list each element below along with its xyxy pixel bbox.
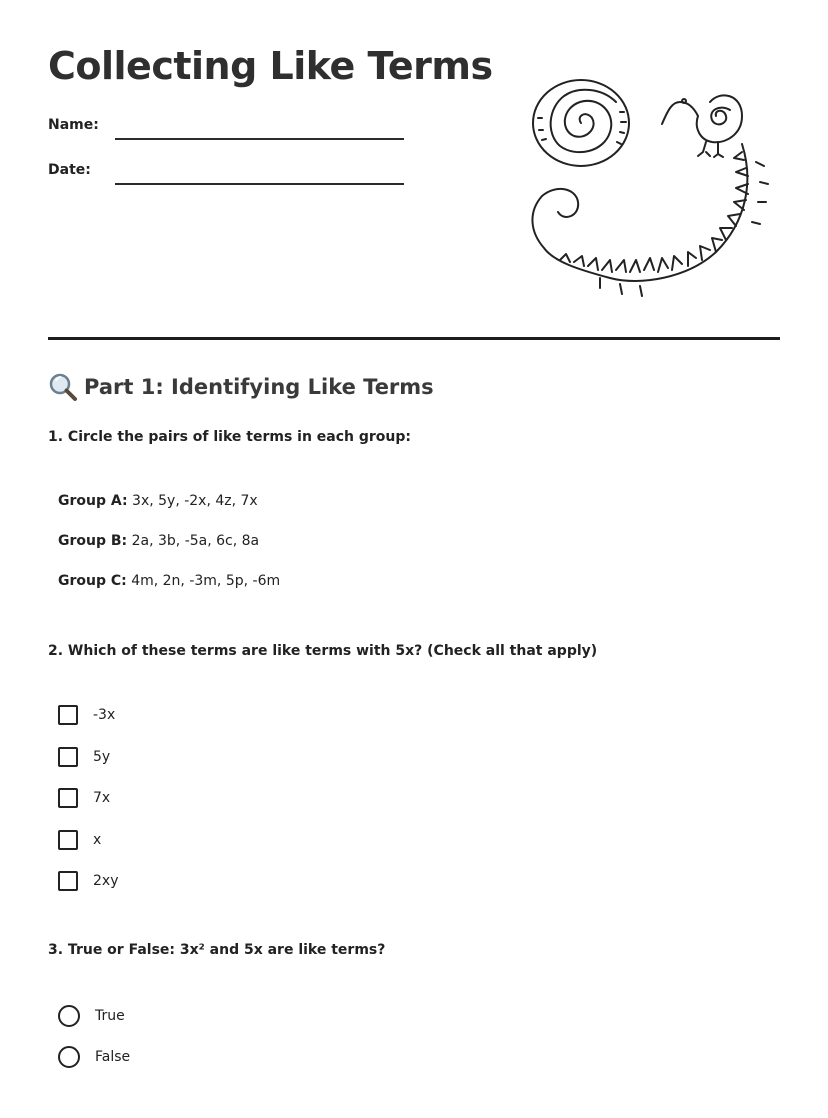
group-terms: 3x, 5y, -2x, 4z, 7x [132, 493, 258, 509]
group-a [58, 493, 258, 509]
group-label: Group B: [58, 533, 128, 549]
checkbox[interactable] [58, 871, 78, 891]
checkbox-option[interactable] [58, 747, 110, 767]
option-label: 2xy [93, 873, 119, 889]
koru-spiral-icon [533, 80, 629, 166]
group-terms: 4m, 2n, -3m, 5p, -6m [131, 573, 281, 589]
option-label: False [95, 1049, 131, 1065]
checkbox[interactable] [58, 788, 78, 808]
kiwi-bird-icon [662, 95, 742, 157]
checkbox-option[interactable] [58, 788, 110, 808]
checkbox[interactable] [58, 830, 78, 850]
magnifying-glass-icon [48, 372, 78, 402]
radio-option-true[interactable] [58, 1005, 125, 1027]
question-2-prompt: 2. Which of these terms are like terms with 5x? (Check all that apply) [48, 643, 598, 659]
option-label: 7x [93, 790, 111, 806]
date-label: Date: [48, 162, 91, 178]
radio-button[interactable] [58, 1046, 80, 1068]
question-3-prompt: 3. True or False: 3x² and 5x are like terms? [48, 942, 386, 958]
koru-kiwi-illustration [520, 72, 770, 312]
checkbox-option[interactable] [58, 830, 101, 850]
option-label: x [93, 832, 102, 848]
group-c [58, 573, 280, 589]
option-label: True [95, 1008, 125, 1024]
name-input-line[interactable] [115, 138, 404, 140]
part1-title: Part 1: Identifying Like Terms [84, 375, 434, 399]
worksheet-title: Collecting Like Terms [48, 44, 493, 88]
option-label: -3x [93, 707, 116, 723]
checkbox-option[interactable] [58, 705, 115, 725]
checkbox-option[interactable] [58, 871, 118, 891]
name-label: Name: [48, 117, 99, 133]
section-divider [48, 337, 780, 340]
question-1-prompt: 1. Circle the pairs of like terms in each group: [48, 429, 412, 445]
group-label: Group C: [58, 573, 127, 589]
radio-option-false[interactable] [58, 1046, 130, 1068]
checkbox[interactable] [58, 705, 78, 725]
group-terms: 2a, 3b, -5a, 6c, 8a [131, 533, 260, 549]
group-label: Group A: [58, 493, 128, 509]
checkbox[interactable] [58, 747, 78, 767]
radio-button[interactable] [58, 1005, 80, 1027]
fern-frond-icon [532, 144, 768, 296]
date-input-line[interactable] [115, 183, 404, 185]
group-b [58, 533, 259, 549]
option-label: 5y [93, 749, 111, 765]
part1-heading [48, 372, 434, 402]
